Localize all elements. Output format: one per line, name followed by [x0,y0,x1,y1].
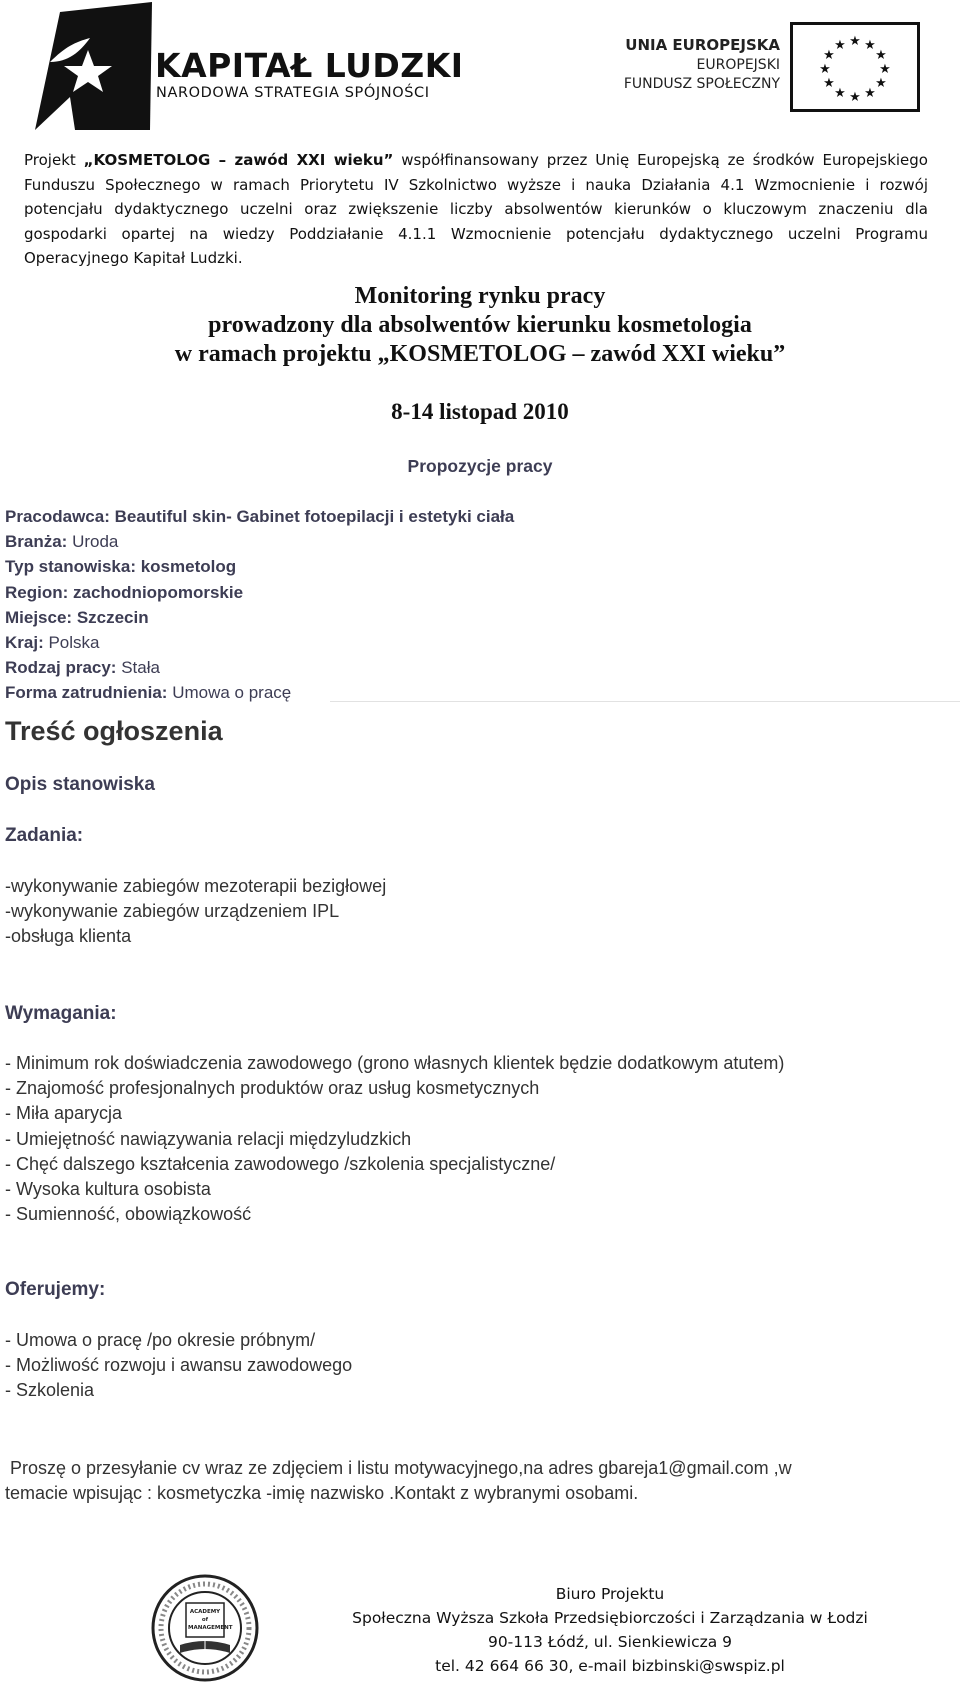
title-line-2: prowadzony dla absolwentów kierunku kosmetologia [208,312,752,338]
list-item: - Umowa o pracę /po okresie próbnym/ [5,1330,316,1350]
industry-value: Uroda [72,532,119,552]
position-row [5,554,905,579]
employment-label: Forma zatrudnienia: [5,683,173,703]
list-item: - Umiejętność nawiązywania relacji międzyludzkich [5,1128,412,1149]
document-title [0,282,960,369]
footer-line-1: Biuro Projektu [555,1585,665,1603]
requirements-list [5,1051,955,1227]
eu-line-1: UNIA EUROPEJSKA [625,36,780,54]
list-item: - Chęć dalszego kształcenia zawodowego /szkolenia specjalistyczne/ [5,1153,556,1174]
offer-heading: Oferujemy: [5,1279,106,1300]
svg-text:★: ★ [875,76,887,91]
svg-text:★: ★ [879,62,891,77]
position-label: Typ stanowiska: [5,557,141,577]
list-item: - Miła aparycja [5,1103,123,1124]
list-item: -wykonywanie zabiegów mezoterapii bezigłowej [5,876,387,896]
work-type-row [5,655,905,680]
region-label: Region: [5,582,73,602]
svg-text:★: ★ [875,48,887,63]
kapital-ludzki-emblem-icon [30,2,155,130]
svg-text:★: ★ [864,86,876,101]
footer-line-2: Społeczna Wyższa Szkoła Przedsiębiorczości i Zarządzania w Łodzi [352,1609,868,1627]
offers-list [5,1328,925,1404]
list-item: -wykonywanie zabiegów urządzeniem IPL [5,901,340,922]
footer-line-4: tel. 42 664 66 30, e-mail bizbinski@swspiz.pl [435,1657,785,1675]
list-item: - Minimum rok doświadczenia zawodowego (grono własnych klientek będzie dodatkowym atutem) [5,1053,785,1073]
industry-label: Branża: [5,532,73,552]
closing-note [5,1456,955,1506]
intro-prefix: Projekt [24,151,84,169]
list-item: -obsługa klienta [5,926,132,947]
list-item: - Znajomość profesjonalnych produktów oraz usług kosmetycznych [5,1078,540,1099]
list-item: - Wysoka kultura osobista [5,1179,211,1200]
closing-line-2: temacie wpisując : kosmetyczka -imię nazwisko .Kontakt z wybranymi osobami. [5,1483,639,1504]
place-row [5,605,905,630]
eu-logo [600,22,920,114]
eu-line-3: FUNDUSZ SPOŁECZNY [623,76,780,92]
content-heading: Treść ogłoszenia [5,716,223,746]
place-value: Szczecin [76,607,149,627]
svg-text:★: ★ [823,76,835,91]
svg-text:★: ★ [849,90,861,105]
list-item: - Możliwość rozwoju i awansu zawodowego [5,1355,353,1376]
list-item: - Szkolenia [5,1380,95,1401]
employment-value: Umowa o pracę [172,683,292,703]
place-label: Miejsce: [5,607,77,627]
tasks-list [5,874,925,950]
industry-row [5,529,905,554]
employer-row [5,504,905,529]
project-office-footer [270,1582,950,1678]
work-type-value: Stała [121,658,160,678]
svg-text:★: ★ [864,38,876,53]
closing-line-1: Proszę o przesyłanie cv wraz ze zdjęciem i listu motywacyjnego,na adres gbareja1@gmail.com ,w [5,1458,792,1478]
svg-text:★: ★ [823,48,835,63]
position-value: kosmetolog [140,557,237,577]
tasks-heading: Zadania: [5,825,84,846]
svg-text:★: ★ [834,38,846,53]
academy-seal-text: ACADEMY of MANAGEMENT [188,1609,233,1631]
eu-line-2: EUROPEJSKI [696,57,780,73]
list-item: - Sumienność, obowiązkowość [5,1204,252,1225]
employer-value: Beautiful skin- Gabinet fotoepilacji i estetyki ciała [114,507,515,526]
kapital-ludzki-title: KAPITAŁ LUDZKI [155,46,464,85]
country-value: Polska [48,633,100,653]
title-line-3: w ramach projektu „KOSMETOLOG – zawód XXI wieku” [174,341,786,367]
region-row [5,580,905,605]
position-description-heading: Opis stanowiska [5,774,155,795]
requirements-heading: Wymagania: [5,1003,117,1024]
academy-seal [150,1573,260,1683]
svg-text:★: ★ [819,62,831,77]
divider-line [330,701,960,702]
country-row [5,630,905,655]
intro-text: współfinansowany przez Unię Europejską ze środków Europejskiego Funduszu Społecznego w ramach Priorytetu IV Szkolnictwo wyższe i nauka Działania 4.1 Wzmocnienie i rozwój potencjału dydaktycznego uczelni oraz zwiększenie liczby absolwentów kierunków o kluczowym znaczeniu dla gospodarki opartej na wiedzy Poddziałanie 4.1.1 Wzmocnienie potencjału dydaktycznego uczelni Programu Operacyjnego Kapitał Ludzki. [24,151,928,267]
work-type-label: Rodzaj pracy: [5,658,122,678]
document-date: 8-14 listopad 2010 [391,399,569,424]
project-intro [24,148,928,271]
region-value: zachodniopomorskie [73,582,244,602]
kapital-ludzki-logo [30,2,470,130]
kapital-ludzki-subtitle: NARODOWA STRATEGIA SPÓJNOŚCI [156,85,430,101]
footer-line-3: 90-113 Łódź, ul. Sienkiewicza 9 [487,1633,733,1651]
country-label: Kraj: [5,633,49,653]
title-line-1: Monitoring rynku pracy [354,283,606,309]
svg-text:★: ★ [849,34,861,49]
eu-flag-icon [790,22,920,112]
svg-text:★: ★ [834,86,846,101]
offer-details [5,504,905,706]
intro-project-name: „KOSMETOLOG – zawód XXI wieku” [83,151,394,169]
employer-label: Pracodawca: [5,507,115,526]
section-title: Propozycje pracy [407,456,553,476]
